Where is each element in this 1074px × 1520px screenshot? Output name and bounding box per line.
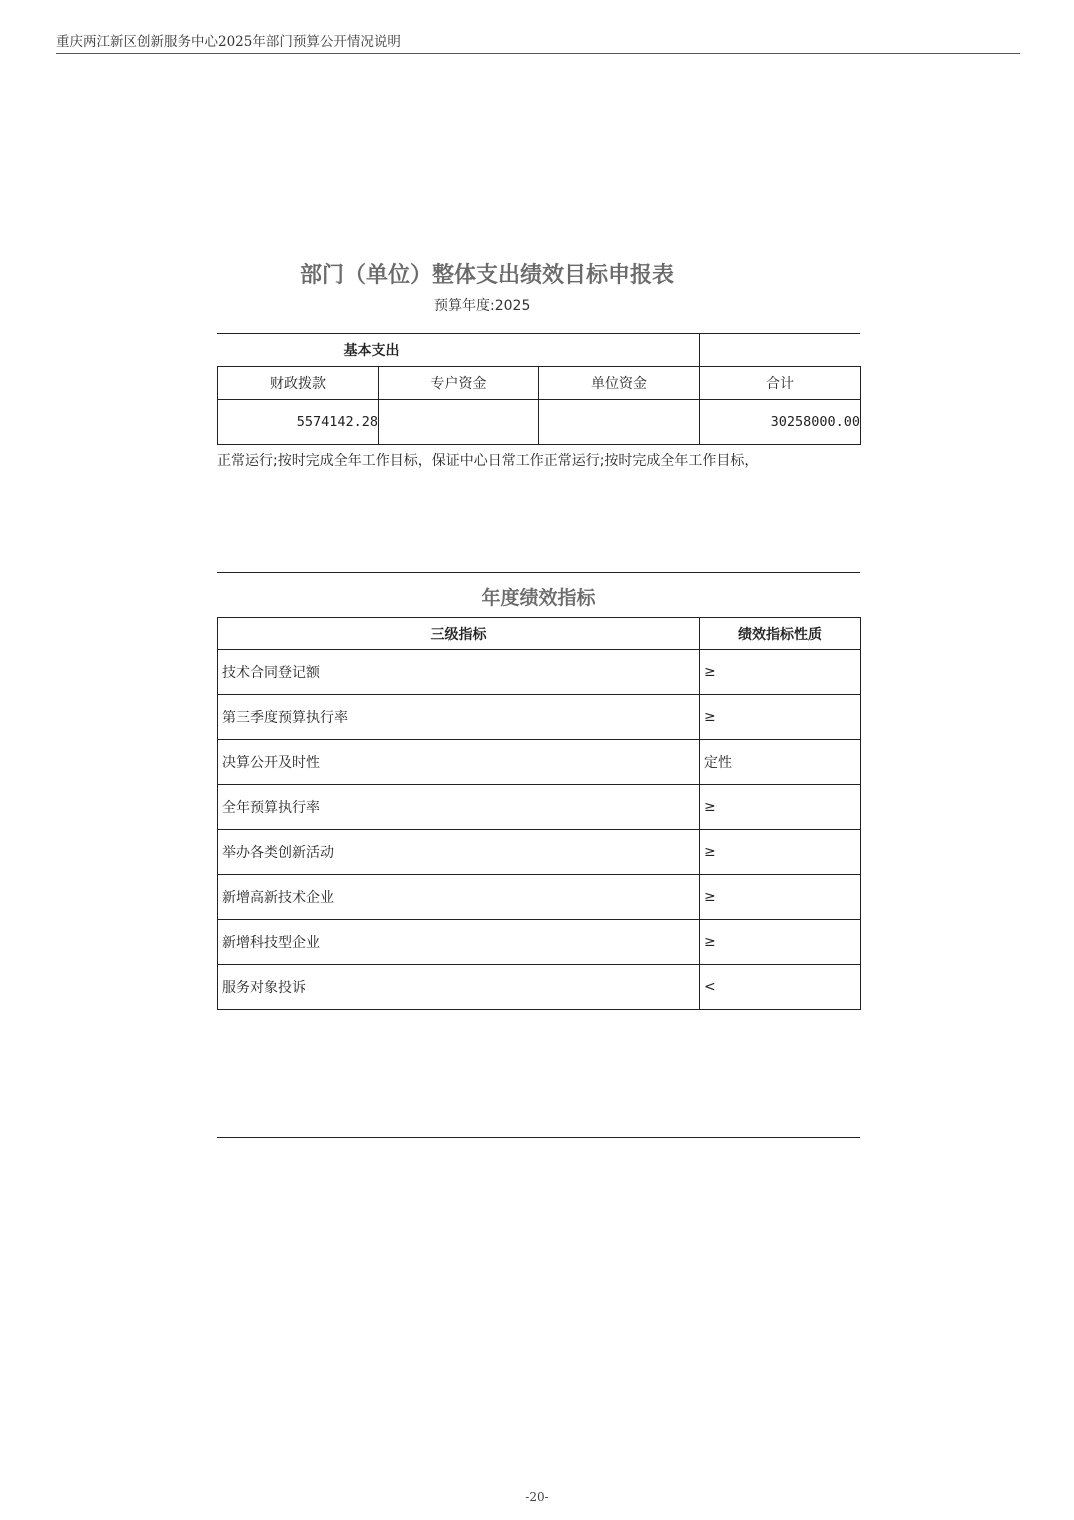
- indicator-cell: 服务对象投诉: [218, 965, 700, 1010]
- table-row: [218, 920, 861, 965]
- indicator-cell: 举办各类创新活动: [218, 830, 700, 875]
- value-unit-funds: [539, 400, 700, 445]
- nature-cell: ≥: [700, 875, 861, 920]
- col-unit-funds: 单位资金: [539, 367, 700, 400]
- goal-note: 正常运行;按时完成全年工作目标，保证中心日常工作正常运行;按时完成全年工作目标，: [217, 453, 759, 469]
- performance-table: [217, 617, 860, 1010]
- table-row: [218, 875, 861, 920]
- indicator-cell: 新增科技型企业: [218, 920, 700, 965]
- col-special-account: 专户资金: [379, 367, 539, 400]
- header-indicator: 三级指标: [218, 618, 700, 650]
- table-row: [218, 695, 861, 740]
- indicator-cell: 新增高新技术企业: [218, 875, 700, 920]
- indicator-cell: 第三季度预算执行率: [218, 695, 700, 740]
- nature-cell: ≥: [700, 785, 861, 830]
- budget-year: 预算年度:2025: [434, 298, 531, 314]
- header-rule: [56, 53, 1020, 54]
- col-fiscal-appropriation: 财政拨款: [218, 367, 379, 400]
- nature-cell: ≥: [700, 830, 861, 875]
- indicator-cell: 决算公开及时性: [218, 740, 700, 785]
- value-total: 30258000.00: [700, 400, 861, 445]
- nature-cell: ≥: [700, 920, 861, 965]
- nature-cell: 定性: [700, 740, 861, 785]
- section-rule: [217, 572, 860, 573]
- table-row: [218, 830, 861, 875]
- page-header: 重庆两江新区创新服务中心2025年部门预算公开情况说明: [56, 34, 401, 50]
- header-nature: 绩效指标性质: [700, 618, 861, 650]
- nature-cell: <: [700, 965, 861, 1010]
- table-row: [218, 650, 861, 695]
- performance-title: 年度绩效指标: [481, 587, 596, 609]
- basic-expenditure-label: 基本支出: [218, 334, 700, 367]
- bottom-rule: [217, 1137, 860, 1138]
- table-row: [218, 740, 861, 785]
- indicator-cell: 全年预算执行率: [218, 785, 700, 830]
- budget-table: [217, 333, 860, 445]
- value-fiscal-appropriation: 5574142.28: [218, 400, 379, 445]
- indicator-cell: 技术合同登记额: [218, 650, 700, 695]
- value-special-account: [379, 400, 539, 445]
- col-total: 合计: [700, 367, 861, 400]
- budget-header-blank: [700, 334, 861, 367]
- table-row: [218, 965, 861, 1010]
- form-title: 部门（单位）整体支出绩效目标申报表: [299, 263, 674, 288]
- nature-cell: ≥: [700, 695, 861, 740]
- page-number: -20-: [525, 1490, 549, 1504]
- nature-cell: ≥: [700, 650, 861, 695]
- table-row: [218, 785, 861, 830]
